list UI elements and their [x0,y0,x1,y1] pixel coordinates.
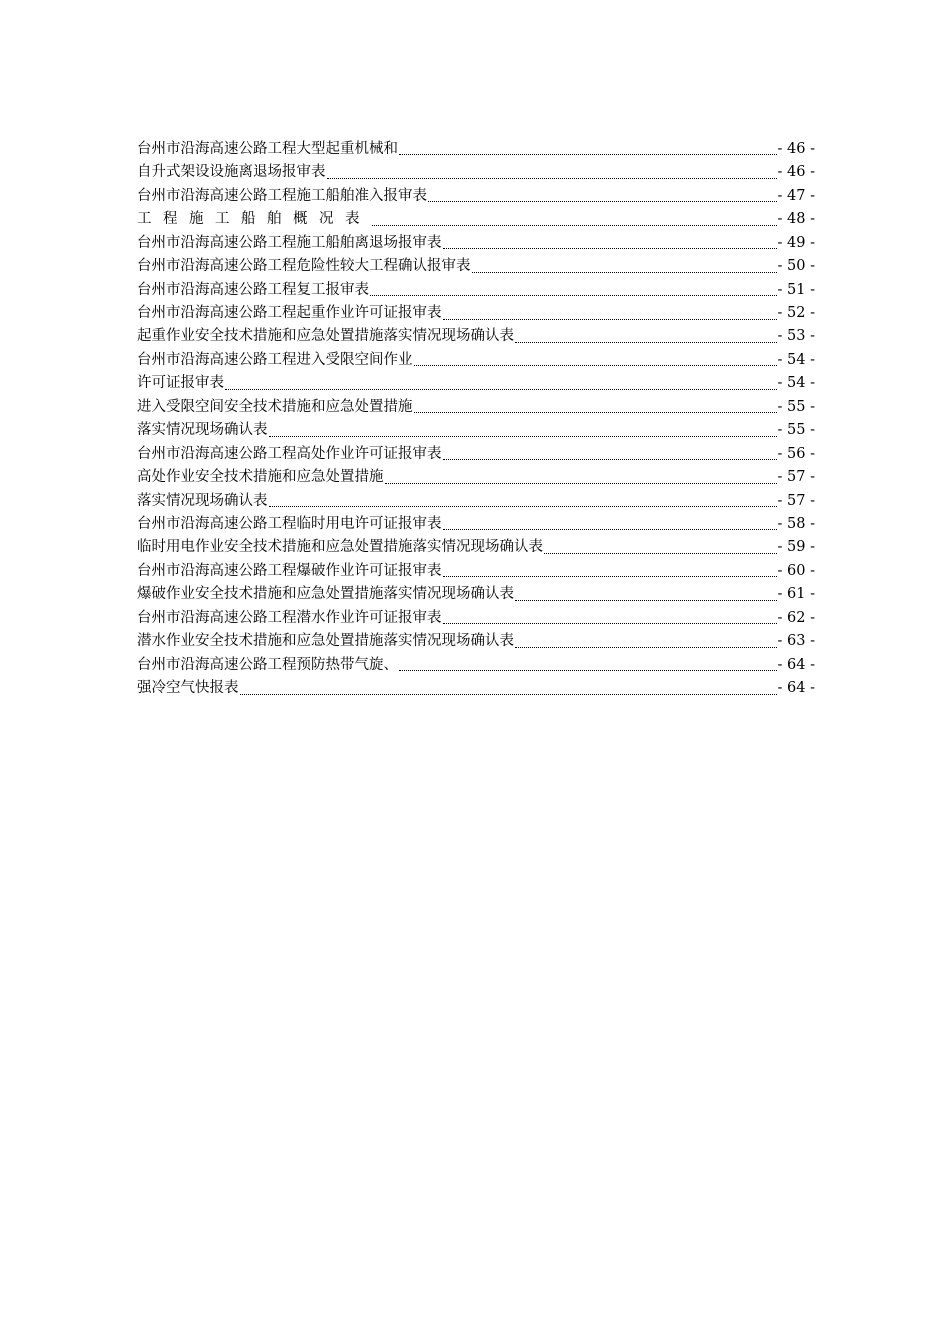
toc-entry-page: - 58 - [777,515,815,532]
toc-entry-title: 台州市沿海高速公路工程危险性较大工程确认报审表 [137,258,471,275]
toc-dot-leader [428,201,777,202]
toc-entry-page: - 50 - [777,258,815,275]
toc-entry-title: 台州市沿海高速公路工程起重作业许可证报审表 [137,305,442,322]
toc-entry-page: - 49 - [777,234,815,251]
toc-entry-page: - 64 - [777,656,815,673]
toc-entry-title: 爆破作业安全技术措施和应急处置措施落实情况现场确认表 [137,586,514,603]
toc-dot-leader [515,342,777,343]
toc-entry[interactable] [137,326,815,349]
toc-entry-page: - 52 - [777,305,815,322]
toc-entry-title: 落实情况现场确认表 [137,492,268,509]
table-of-contents [137,138,815,701]
toc-dot-leader [399,154,777,155]
toc-entry-title: 台州市沿海高速公路工程高处作业许可证报审表 [137,445,442,462]
toc-entry[interactable] [137,443,815,466]
toc-entry-page: - 46 - [777,140,815,157]
toc-entry-page: - 62 - [777,609,815,626]
toc-entry[interactable] [137,372,815,395]
toc-entry[interactable] [137,607,815,630]
toc-entry-title: 临时用电作业安全技术措施和应急处置措施落实情况现场确认表 [137,539,543,556]
toc-entry[interactable] [137,208,815,231]
toc-entry-page: - 60 - [777,562,815,579]
toc-entry[interactable] [137,232,815,255]
toc-entry-title: 台州市沿海高速公路工程施工船舶离退场报审表 [137,234,442,251]
toc-entry[interactable] [137,349,815,372]
toc-entry-title: 台州市沿海高速公路工程临时用电许可证报审表 [137,515,442,532]
toc-dot-leader [443,319,777,320]
toc-entry[interactable] [137,654,815,677]
toc-entry-title: 进入受限空间安全技术措施和应急处置措施 [137,398,413,415]
toc-entry-page: - 59 - [777,539,815,556]
toc-entry-page: - 61 - [777,586,815,603]
toc-entry-page: - 57 - [777,469,815,486]
toc-entry-title: 起重作业安全技术措施和应急处置措施落实情况现场确认表 [137,328,514,345]
toc-dot-leader [240,694,777,695]
toc-dot-leader [399,670,777,671]
toc-entry-title: 台州市沿海高速公路工程大型起重机械和 [137,140,398,157]
toc-entry-page: - 46 - [777,164,815,181]
toc-entry-title: 潜水作业安全技术措施和应急处置措施落实情况现场确认表 [137,633,514,650]
toc-entry[interactable] [137,630,815,653]
toc-dot-leader [515,600,777,601]
toc-entry[interactable] [137,279,815,302]
toc-dot-leader [443,623,777,624]
toc-entry[interactable] [137,255,815,278]
toc-entry-title: 台州市沿海高速公路工程施工船舶准入报审表 [137,187,427,204]
toc-entry[interactable] [137,466,815,489]
toc-entry[interactable] [137,536,815,559]
toc-entry[interactable] [137,490,815,513]
toc-entry-page: - 54 - [777,351,815,368]
toc-entry-page: - 57 - [777,492,815,509]
toc-dot-leader [225,389,777,390]
toc-entry[interactable] [137,419,815,442]
toc-dot-leader [544,553,777,554]
toc-entry-page: - 56 - [777,445,815,462]
toc-entry-title: 台州市沿海高速公路工程潜水作业许可证报审表 [137,609,442,626]
toc-dot-leader [370,295,777,296]
toc-dot-leader [372,225,777,226]
toc-dot-leader [269,506,777,507]
toc-entry-title: 落实情况现场确认表 [137,422,268,439]
toc-entry-page: - 48 - [777,211,815,228]
toc-dot-leader [414,412,777,413]
toc-entry-title: 台州市沿海高速公路工程爆破作业许可证报审表 [137,562,442,579]
toc-dot-leader [443,248,777,249]
toc-entry[interactable] [137,138,815,161]
toc-entry-page: - 47 - [777,187,815,204]
toc-entry-page: - 51 - [777,281,815,298]
toc-entry[interactable] [137,583,815,606]
toc-entry[interactable] [137,302,815,325]
toc-entry-title: 台州市沿海高速公路工程预防热带气旋、 [137,656,398,673]
toc-entry[interactable] [137,185,815,208]
toc-entry-page: - 55 - [777,398,815,415]
toc-dot-leader [443,529,777,530]
toc-entry-title: 工程施工船舶概况表 [137,211,371,228]
toc-entry-page: - 53 - [777,328,815,345]
toc-entry-title: 台州市沿海高速公路工程进入受限空间作业 [137,351,413,368]
toc-entry-title: 许可证报审表 [137,375,224,392]
toc-entry-page: - 63 - [777,633,815,650]
toc-dot-leader [269,436,777,437]
toc-entry-page: - 54 - [777,375,815,392]
toc-entry[interactable] [137,513,815,536]
toc-dot-leader [443,459,777,460]
toc-entry-page: - 55 - [777,422,815,439]
toc-dot-leader [385,483,777,484]
toc-entry-title: 高处作业安全技术措施和应急处置措施 [137,469,384,486]
toc-entry-title: 台州市沿海高速公路工程复工报审表 [137,281,369,298]
toc-dot-leader [472,272,777,273]
toc-entry[interactable] [137,396,815,419]
toc-entry[interactable] [137,560,815,583]
toc-dot-leader [327,178,777,179]
toc-entry-title: 强冷空气快报表 [137,680,239,697]
toc-entry[interactable] [137,161,815,184]
toc-dot-leader [414,365,777,366]
toc-dot-leader [515,647,777,648]
toc-entry-title: 自升式架设设施离退场报审表 [137,164,326,181]
toc-entry-page: - 64 - [777,680,815,697]
toc-dot-leader [443,576,777,577]
toc-entry[interactable] [137,677,815,700]
